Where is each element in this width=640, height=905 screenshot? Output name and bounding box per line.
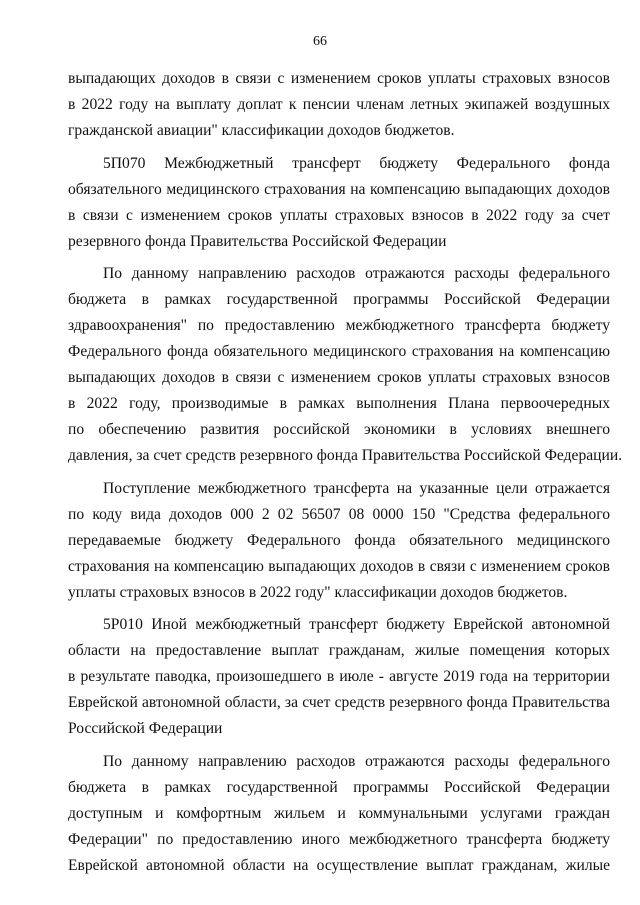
text-line: Еврейской автономной области на осуществление выплат гражданам, жилые: [68, 856, 610, 874]
text-line: выпадающих доходов в связи с изменением сроков уплаты страховых взносов: [68, 70, 610, 87]
paragraph: [68, 612, 610, 742]
text-line: здравоохранения" по предоставлению межбюджетного трансферта бюджету: [68, 317, 610, 334]
text-line: По данному направлению расходов отражаются расходы федерального: [103, 752, 610, 770]
text-line: бюджета в рамках государственной программы Российской Федерации: [68, 291, 610, 308]
document-body: [68, 66, 623, 885]
text-line: области на предоставление выплат гражданам, жилые помещения которых: [68, 642, 610, 659]
text-line: бюджета в рамках государственной программы Российской Федерации: [68, 778, 610, 796]
text-line: Поступление межбюджетного трансферта на указанные цели отражается: [103, 479, 610, 497]
text-line: в 2022 году на выплату доплат к пенсии членам летных экипажей воздушных: [68, 96, 610, 113]
text-line: 5Р010 Иной межбюджетный трансферт бюджету Еврейской автономной: [103, 616, 610, 633]
text-line: в 2022 году, производимые в рамках выполнения Плана первоочередных: [68, 395, 610, 412]
text-line: резервного фонда Правительства Российской Федерации: [68, 232, 447, 250]
text-line: Еврейской автономной области, за счет средств резервного фонда Правительства: [68, 694, 610, 711]
text-line: уплаты страховых взносов в 2022 году" классификации доходов бюджетов.: [68, 583, 568, 601]
text-line: передаваемые бюджету Федерального фонда обязательного медицинского: [68, 531, 610, 549]
text-line: в результате паводка, произошедшего в июле - августе 2019 года на территории: [68, 668, 610, 685]
page-number: 66: [313, 34, 327, 49]
text-line: Российской Федерации: [68, 720, 223, 737]
text-line: давления, за счет средств резервного фонда Правительства Российской Федерации.: [68, 447, 623, 464]
paragraph: [68, 66, 610, 144]
paragraph: [68, 749, 610, 879]
text-line: Федерации" по предоставлению иного межбюджетного трансферта бюджету: [68, 830, 610, 848]
text-line: доступным и комфортным жильем и коммунальными услугами граждан: [68, 804, 610, 822]
text-line: по коду вида доходов 000 2 02 56507 08 0000 150 "Средства федерального: [68, 505, 610, 523]
text-line: выпадающих доходов в связи с изменением сроков уплаты страховых взносов: [68, 369, 610, 386]
paragraph: [68, 261, 623, 469]
text-line: страхования на компенсацию выпадающих доходов в связи с изменением сроков: [68, 557, 610, 575]
paragraph: [68, 476, 610, 606]
paragraph: [68, 151, 610, 255]
text-line: По данному направлению расходов отражаются расходы федерального: [103, 265, 610, 282]
text-line: обязательного медицинского страхования на компенсацию выпадающих доходов: [68, 180, 610, 198]
text-line: 5П070 Межбюджетный трансферт бюджету Федерального фонда: [103, 154, 610, 172]
text-line: Федерального фонда обязательного медицинского страхования на компенсацию: [68, 343, 610, 360]
text-line: в связи с изменением сроков уплаты страховых взносов в 2022 году за счет: [68, 206, 610, 224]
text-line: по обеспечению развития российской экономики в условиях внешнего: [68, 421, 610, 438]
text-line: гражданской авиации" классификации доходов бюджетов.: [68, 122, 455, 139]
